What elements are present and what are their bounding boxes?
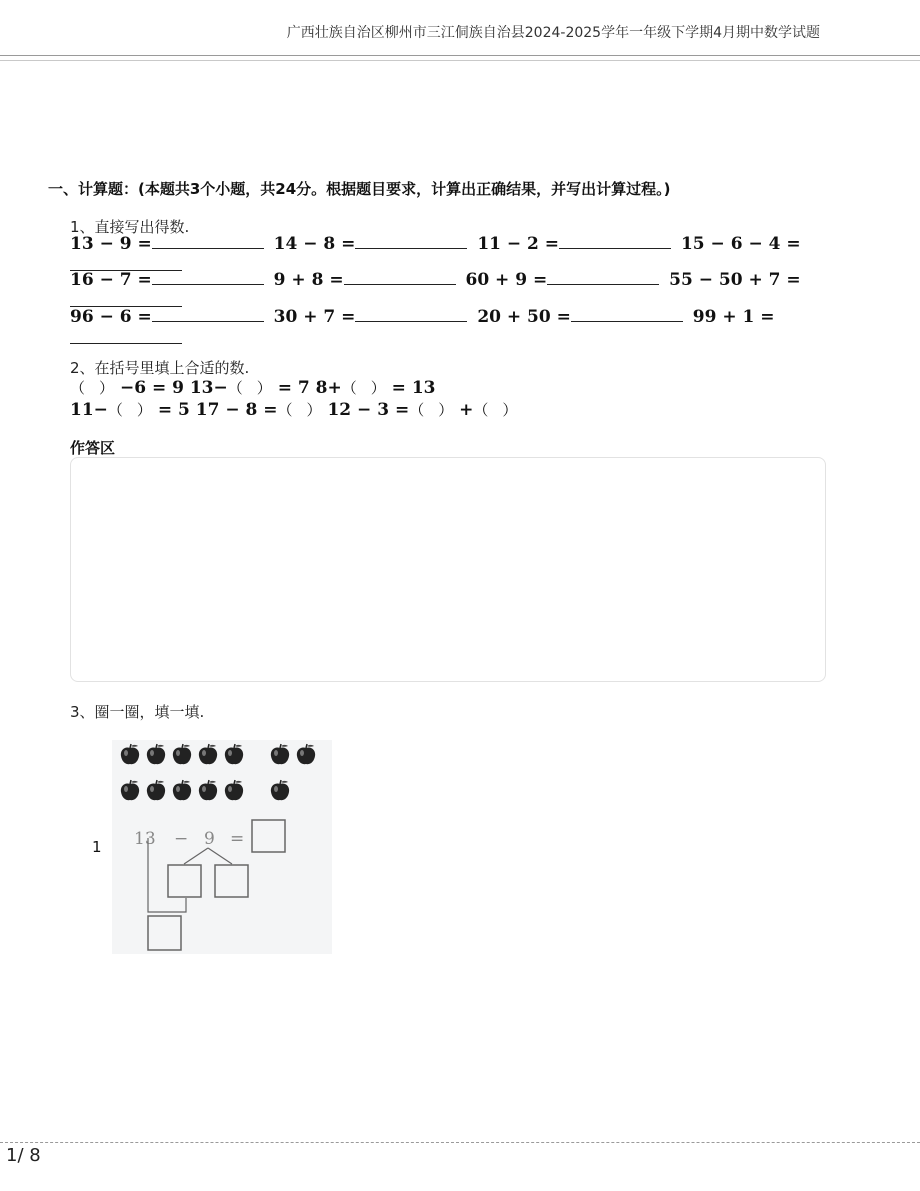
q2-line-1 bbox=[70, 377, 435, 398]
right-paren: ） bbox=[502, 401, 518, 419]
document-header-title: 广西壮族自治区柳州市三江侗族自治县2024-2025学年一年级下学期4月期中数学试题 bbox=[286, 25, 820, 41]
answer-blank[interactable] bbox=[344, 270, 456, 285]
apple-figure-svg bbox=[112, 740, 332, 954]
q1-row-3 bbox=[70, 307, 775, 327]
q2-line-2 bbox=[70, 399, 517, 420]
apple-row-top-right bbox=[271, 744, 315, 764]
equation-equals: = bbox=[230, 829, 245, 849]
q1-eq: 13 − 9 = bbox=[70, 234, 152, 254]
answer-blank[interactable] bbox=[571, 307, 683, 322]
left-paren: （ bbox=[473, 401, 489, 419]
answer-blank[interactable] bbox=[559, 234, 671, 249]
answer-blank[interactable] bbox=[152, 270, 264, 285]
right-paren: ） bbox=[136, 401, 152, 419]
equation-term: 9 bbox=[204, 829, 215, 849]
page-break-rule bbox=[0, 1142, 920, 1143]
q1-eq: 20 + 50 = bbox=[477, 307, 571, 327]
q2-expr: −6 = 9 13− bbox=[119, 378, 228, 398]
question-3-label: 3、圈一圈，填一填. bbox=[70, 703, 205, 721]
q1-eq: 99 + 1 = bbox=[692, 307, 775, 327]
answer-area-box[interactable] bbox=[70, 457, 826, 682]
q1-eq: 55 − 50 + 7 = bbox=[669, 270, 801, 290]
q1-eq: 11 − 2 = bbox=[477, 234, 560, 254]
apple-row-bottom-right bbox=[271, 780, 289, 800]
q2-expr: 11− bbox=[70, 400, 108, 420]
header-rule-secondary bbox=[0, 60, 920, 61]
right-paren: ） bbox=[99, 379, 115, 397]
apple-row-top-left bbox=[121, 744, 243, 764]
right-paren: ） bbox=[370, 379, 386, 397]
left-paren: （ bbox=[277, 401, 293, 419]
q1-eq: 16 − 7 = bbox=[70, 270, 152, 290]
answer-blank[interactable] bbox=[355, 307, 467, 322]
figure-number: 1 bbox=[92, 838, 102, 856]
apple-counting-figure bbox=[112, 740, 332, 954]
q1-row-1 bbox=[70, 234, 801, 254]
answer-blank[interactable] bbox=[152, 307, 264, 322]
question-2-label: 2、在括号里填上合适的数. bbox=[70, 359, 250, 377]
answer-blank[interactable] bbox=[547, 270, 659, 285]
result-box[interactable] bbox=[252, 820, 285, 852]
apple-row-bottom-left bbox=[121, 780, 243, 800]
right-paren: ） bbox=[256, 379, 272, 397]
q1-eq: 60 + 9 = bbox=[465, 270, 548, 290]
q1-eq: 96 − 6 = bbox=[70, 307, 152, 327]
left-paren: （ bbox=[409, 401, 425, 419]
answer-blank[interactable] bbox=[70, 343, 182, 344]
q2-expr: = 13 bbox=[391, 378, 436, 398]
right-paren: ） bbox=[306, 401, 322, 419]
q1-eq: 30 + 7 = bbox=[273, 307, 356, 327]
split-box-left[interactable] bbox=[168, 865, 201, 897]
right-paren: ） bbox=[438, 401, 454, 419]
equation-term: 13 bbox=[134, 829, 156, 849]
question-1-label: 1、直接写出得数. bbox=[70, 218, 190, 236]
header-rule bbox=[0, 55, 920, 56]
page-number: 1/ 8 bbox=[6, 1145, 41, 1166]
q2-expr: = 7 8+ bbox=[277, 378, 342, 398]
q1-eq: 9 + 8 = bbox=[273, 270, 344, 290]
left-paren: （ bbox=[70, 379, 86, 397]
q1-eq: 15 − 6 − 4 = bbox=[680, 234, 801, 254]
answer-blank[interactable] bbox=[355, 234, 467, 249]
q2-expr: 12 − 3 = bbox=[327, 400, 410, 420]
left-paren: （ bbox=[107, 401, 123, 419]
left-paren: （ bbox=[341, 379, 357, 397]
q2-expr: = 5 17 − 8 = bbox=[157, 400, 278, 420]
sum-box[interactable] bbox=[148, 916, 181, 950]
answer-area-label: 作答区 bbox=[70, 439, 116, 457]
split-box-right[interactable] bbox=[215, 865, 248, 897]
q2-expr: + bbox=[459, 400, 474, 420]
q1-row-2 bbox=[70, 270, 801, 290]
answer-blank[interactable] bbox=[152, 234, 264, 249]
left-paren: （ bbox=[227, 379, 243, 397]
equation-operator: − bbox=[174, 829, 189, 849]
section-title: 一、计算题：(本题共3个小题，共24分。根据题目要求，计算出正确结果，并写出计算过程。) bbox=[48, 180, 671, 198]
q1-eq: 14 − 8 = bbox=[273, 234, 356, 254]
